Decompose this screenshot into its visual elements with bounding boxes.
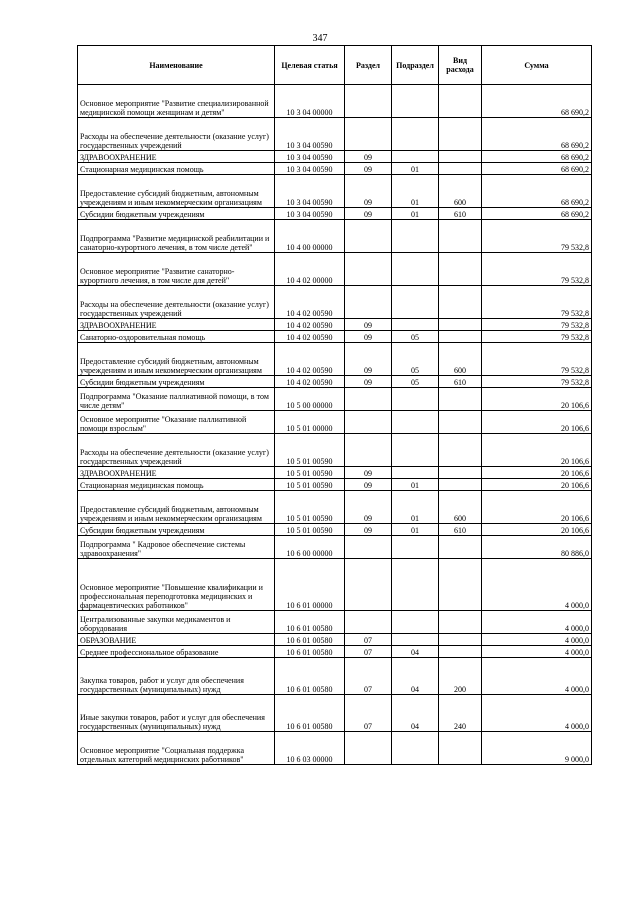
cell-subsection (392, 85, 439, 118)
table-row (78, 491, 592, 524)
cell-sum: 20 106,6 (482, 479, 592, 491)
cell-target-code: 10 6 01 00580 (275, 634, 345, 646)
cell-subsection (392, 467, 439, 479)
cell-subsection (392, 536, 439, 559)
cell-subsection (392, 611, 439, 634)
cell-subsection: 01 (392, 524, 439, 536)
cell-expense-type (439, 220, 482, 253)
cell-subsection (392, 220, 439, 253)
cell-section: 07 (345, 695, 392, 732)
cell-name: Стационарная медицинская помощь (78, 479, 275, 491)
cell-name: Стационарная медицинская помощь (78, 163, 275, 175)
cell-target-code: 10 6 01 00000 (275, 559, 345, 611)
cell-subsection: 04 (392, 695, 439, 732)
cell-expense-type (439, 163, 482, 175)
cell-sum: 79 532,8 (482, 286, 592, 319)
cell-section: 09 (345, 331, 392, 343)
cell-name: Предоставление субсидий бюджетным, автономным учреждениям и иным некоммерческим организациям (78, 343, 275, 376)
cell-expense-type (439, 151, 482, 163)
cell-name: Субсидии бюджетным учреждениям (78, 208, 275, 220)
cell-subsection: 01 (392, 163, 439, 175)
table-body (78, 85, 592, 765)
table-row (78, 479, 592, 491)
cell-name: Расходы на обеспечение деятельности (оказание услуг) государственных учреждений (78, 286, 275, 319)
cell-name: Централизованные закупки медикаментов и оборудования (78, 611, 275, 634)
cell-subsection: 01 (392, 175, 439, 208)
cell-target-code: 10 5 01 00590 (275, 434, 345, 467)
cell-expense-type (439, 388, 482, 411)
table-row (78, 732, 592, 765)
cell-section (345, 253, 392, 286)
table-row (78, 319, 592, 331)
table-row (78, 118, 592, 151)
cell-sum: 79 532,8 (482, 376, 592, 388)
table-row (78, 208, 592, 220)
table-row (78, 434, 592, 467)
cell-expense-type (439, 253, 482, 286)
cell-section: 09 (345, 479, 392, 491)
table-row (78, 646, 592, 658)
cell-target-code: 10 6 01 00580 (275, 646, 345, 658)
cell-expense-type: 240 (439, 695, 482, 732)
table-row (78, 634, 592, 646)
cell-subsection: 05 (392, 376, 439, 388)
cell-subsection: 05 (392, 331, 439, 343)
cell-sum: 79 532,8 (482, 220, 592, 253)
cell-expense-type (439, 634, 482, 646)
cell-name: Расходы на обеспечение деятельности (оказание услуг) государственных учреждений (78, 434, 275, 467)
cell-sum: 4 000,0 (482, 658, 592, 695)
cell-expense-type: 600 (439, 491, 482, 524)
header-sum: Сумма (482, 46, 592, 85)
cell-target-code: 10 5 00 00000 (275, 388, 345, 411)
cell-target-code: 10 5 01 00590 (275, 479, 345, 491)
cell-subsection: 01 (392, 491, 439, 524)
cell-section (345, 611, 392, 634)
table-header-row (78, 46, 592, 85)
cell-target-code: 10 5 01 00000 (275, 411, 345, 434)
cell-section: 07 (345, 634, 392, 646)
cell-name: Предоставление субсидий бюджетным, автономным учреждениям и иным некоммерческим организациям (78, 175, 275, 208)
cell-sum: 20 106,6 (482, 388, 592, 411)
cell-name: Подпрограмма "Оказание паллиативной помощи, в том числе детям" (78, 388, 275, 411)
cell-sum: 68 690,2 (482, 85, 592, 118)
cell-target-code: 10 5 01 00590 (275, 524, 345, 536)
cell-section (345, 388, 392, 411)
table-row (78, 559, 592, 611)
cell-expense-type: 600 (439, 343, 482, 376)
cell-target-code: 10 3 04 00590 (275, 151, 345, 163)
table-row (78, 175, 592, 208)
cell-subsection (392, 253, 439, 286)
cell-expense-type (439, 732, 482, 765)
cell-target-code: 10 6 01 00580 (275, 658, 345, 695)
cell-target-code: 10 6 01 00580 (275, 611, 345, 634)
cell-target-code: 10 3 04 00590 (275, 208, 345, 220)
cell-target-code: 10 3 04 00590 (275, 175, 345, 208)
cell-target-code: 10 3 04 00590 (275, 163, 345, 175)
cell-name: Основное мероприятие "Социальная поддержка отдельных категорий медицинских работников" (78, 732, 275, 765)
cell-section (345, 411, 392, 434)
cell-sum: 79 532,8 (482, 253, 592, 286)
cell-sum: 68 690,2 (482, 175, 592, 208)
cell-target-code: 10 4 02 00590 (275, 376, 345, 388)
cell-sum: 68 690,2 (482, 151, 592, 163)
cell-sum: 79 532,8 (482, 319, 592, 331)
cell-subsection (392, 319, 439, 331)
cell-section: 09 (345, 151, 392, 163)
table-row (78, 253, 592, 286)
cell-sum: 20 106,6 (482, 524, 592, 536)
header-section: Раздел (345, 46, 392, 85)
header-expense-type: Вид расхода (439, 46, 482, 85)
cell-section (345, 559, 392, 611)
table-row (78, 151, 592, 163)
header-name: Наименование (78, 46, 275, 85)
cell-expense-type (439, 118, 482, 151)
cell-subsection: 04 (392, 646, 439, 658)
header-subsection: Подраздел (392, 46, 439, 85)
cell-expense-type (439, 467, 482, 479)
cell-target-code: 10 3 04 00590 (275, 118, 345, 151)
table-row (78, 163, 592, 175)
cell-subsection (392, 286, 439, 319)
cell-sum: 20 106,6 (482, 491, 592, 524)
cell-section: 09 (345, 175, 392, 208)
cell-sum: 9 000,0 (482, 732, 592, 765)
cell-section: 09 (345, 524, 392, 536)
cell-expense-type (439, 411, 482, 434)
table-row (78, 220, 592, 253)
cell-expense-type (439, 559, 482, 611)
cell-target-code: 10 5 01 00590 (275, 491, 345, 524)
cell-name: Основное мероприятие "Развитие санаторно-курортного лечения, в том числе для детей" (78, 253, 275, 286)
table-row (78, 658, 592, 695)
cell-subsection (392, 434, 439, 467)
cell-name: Подпрограмма " Кадровое обеспечение системы здравоохранения" (78, 536, 275, 559)
cell-expense-type: 610 (439, 376, 482, 388)
cell-subsection (392, 388, 439, 411)
table-row (78, 524, 592, 536)
cell-section: 07 (345, 658, 392, 695)
cell-name: Санаторно-оздоровительная помощь (78, 331, 275, 343)
header-target-code: Целевая статья (275, 46, 345, 85)
cell-subsection (392, 732, 439, 765)
cell-subsection: 05 (392, 343, 439, 376)
cell-name: Основное мероприятие "Оказание паллиативной помощи взрослым" (78, 411, 275, 434)
cell-sum: 4 000,0 (482, 646, 592, 658)
cell-section: 09 (345, 319, 392, 331)
cell-section (345, 286, 392, 319)
cell-name: ОБРАЗОВАНИЕ (78, 634, 275, 646)
cell-expense-type (439, 319, 482, 331)
cell-section (345, 536, 392, 559)
cell-name: ЗДРАВООХРАНЕНИЕ (78, 467, 275, 479)
cell-target-code: 10 4 02 00590 (275, 331, 345, 343)
cell-sum: 79 532,8 (482, 331, 592, 343)
cell-section: 09 (345, 376, 392, 388)
page-number: 347 (312, 33, 328, 44)
cell-name: Среднее профессиональное образование (78, 646, 275, 658)
cell-sum: 4 000,0 (482, 559, 592, 611)
table-row (78, 343, 592, 376)
cell-target-code: 10 4 02 00000 (275, 253, 345, 286)
cell-target-code: 10 6 03 00000 (275, 732, 345, 765)
cell-subsection: 01 (392, 479, 439, 491)
table-row (78, 467, 592, 479)
cell-section (345, 118, 392, 151)
cell-expense-type (439, 611, 482, 634)
cell-name: Субсидии бюджетным учреждениям (78, 376, 275, 388)
cell-name: Основное мероприятие "Развитие специализированной медицинской помощи женщинам и детям" (78, 85, 275, 118)
cell-name: Предоставление субсидий бюджетным, автономным учреждениям и иным некоммерческим организациям (78, 491, 275, 524)
cell-sum: 4 000,0 (482, 611, 592, 634)
cell-section: 07 (345, 646, 392, 658)
cell-expense-type (439, 85, 482, 118)
cell-expense-type: 610 (439, 208, 482, 220)
cell-subsection (392, 634, 439, 646)
cell-target-code: 10 4 02 00590 (275, 343, 345, 376)
table-row (78, 611, 592, 634)
cell-sum: 4 000,0 (482, 634, 592, 646)
cell-expense-type (439, 331, 482, 343)
cell-sum: 20 106,6 (482, 411, 592, 434)
cell-sum: 20 106,6 (482, 434, 592, 467)
cell-sum: 68 690,2 (482, 118, 592, 151)
cell-expense-type: 610 (439, 524, 482, 536)
budget-table (77, 45, 592, 765)
cell-subsection (392, 118, 439, 151)
cell-sum: 68 690,2 (482, 163, 592, 175)
cell-expense-type: 200 (439, 658, 482, 695)
table-row (78, 388, 592, 411)
table-row (78, 376, 592, 388)
cell-section: 09 (345, 163, 392, 175)
table-row (78, 411, 592, 434)
table-row (78, 536, 592, 559)
cell-subsection: 01 (392, 208, 439, 220)
cell-expense-type (439, 434, 482, 467)
cell-expense-type (439, 536, 482, 559)
cell-section (345, 85, 392, 118)
cell-name: ЗДРАВООХРАНЕНИЕ (78, 319, 275, 331)
cell-name: Иные закупки товаров, работ и услуг для обеспечения государственных (муниципальных) нужд (78, 695, 275, 732)
cell-subsection (392, 559, 439, 611)
table-row (78, 331, 592, 343)
cell-name: Основное мероприятие "Повышение квалификации и профессиональная переподготовка медицинских и фармацевтических работников" (78, 559, 275, 611)
cell-section: 09 (345, 491, 392, 524)
cell-name: Закупка товаров, работ и услуг для обеспечения государственных (муниципальных) нужд (78, 658, 275, 695)
cell-target-code: 10 6 01 00580 (275, 695, 345, 732)
cell-sum: 80 886,0 (482, 536, 592, 559)
cell-expense-type (439, 286, 482, 319)
cell-section (345, 220, 392, 253)
cell-name: Расходы на обеспечение деятельности (оказание услуг) государственных учреждений (78, 118, 275, 151)
cell-section (345, 434, 392, 467)
cell-target-code: 10 3 04 00000 (275, 85, 345, 118)
cell-sum: 79 532,8 (482, 343, 592, 376)
cell-target-code: 10 4 02 00590 (275, 286, 345, 319)
cell-sum: 68 690,2 (482, 208, 592, 220)
cell-subsection (392, 151, 439, 163)
cell-name: Подпрограмма "Развитие медицинской реабилитации и санаторно-курортного лечения, в том числе детей" (78, 220, 275, 253)
cell-sum: 4 000,0 (482, 695, 592, 732)
cell-section: 09 (345, 467, 392, 479)
table-row (78, 85, 592, 118)
table-row (78, 695, 592, 732)
cell-sum: 20 106,6 (482, 467, 592, 479)
cell-name: ЗДРАВООХРАНЕНИЕ (78, 151, 275, 163)
cell-target-code: 10 4 00 00000 (275, 220, 345, 253)
cell-expense-type (439, 646, 482, 658)
cell-section: 09 (345, 343, 392, 376)
cell-target-code: 10 4 02 00590 (275, 319, 345, 331)
cell-target-code: 10 6 00 00000 (275, 536, 345, 559)
cell-name: Субсидии бюджетным учреждениям (78, 524, 275, 536)
cell-target-code: 10 5 01 00590 (275, 467, 345, 479)
cell-subsection: 04 (392, 658, 439, 695)
cell-expense-type: 600 (439, 175, 482, 208)
cell-subsection (392, 411, 439, 434)
table-row (78, 286, 592, 319)
cell-expense-type (439, 479, 482, 491)
cell-section (345, 732, 392, 765)
cell-section: 09 (345, 208, 392, 220)
